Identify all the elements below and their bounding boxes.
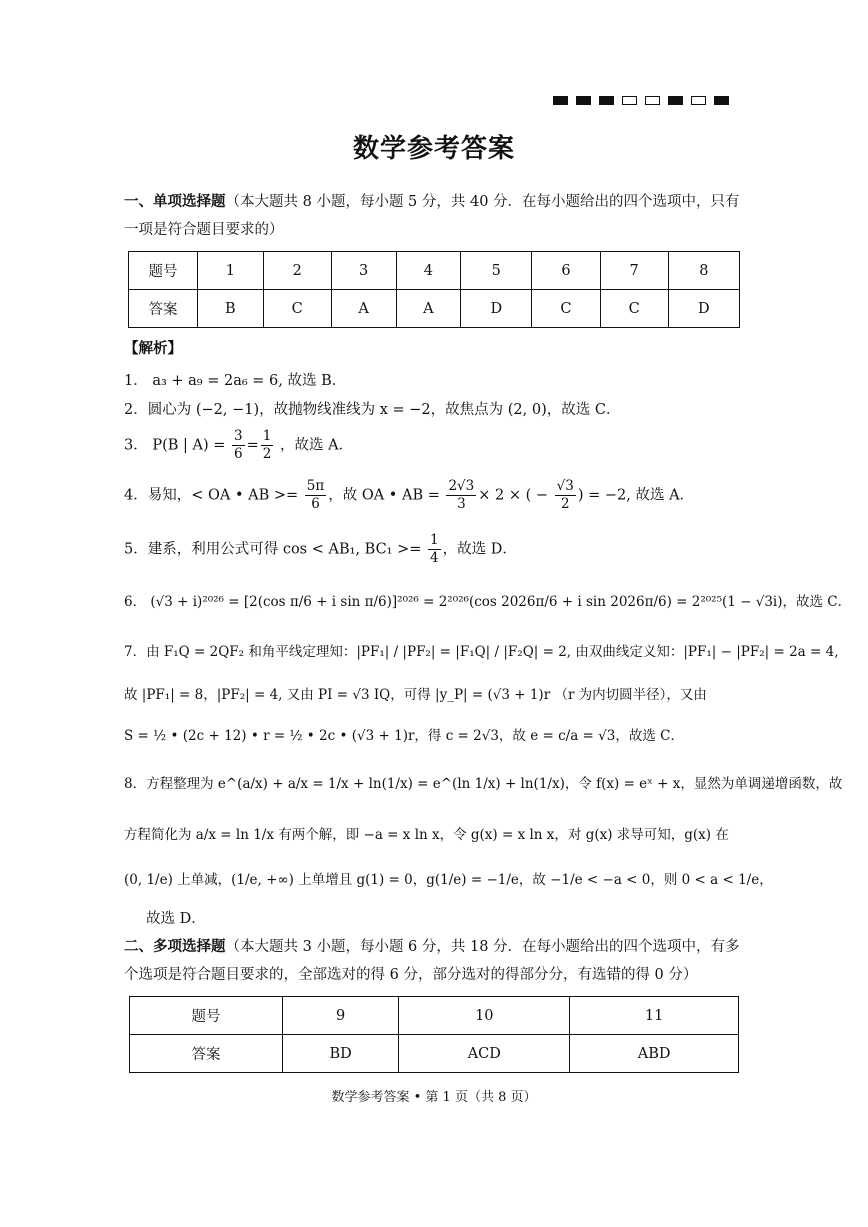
table-cell: ABD (570, 1035, 739, 1073)
s4-mid: ，故 OA • AB = (328, 487, 440, 504)
solution-4 (124, 478, 694, 513)
s4-text: 4．易知，< OA • AB >= (124, 487, 299, 504)
s5-text: 5．建系，利用公式可得 cos < AB₁, BC₁ >= (124, 541, 422, 558)
solution-8-line-2: 方程简化为 a/x = ln 1/x 有两个解，即 −a = x ln x，令 g(x) = x ln x，对 g(x) 求导可知，g(x) 在 (124, 827, 729, 843)
table-cell: 11 (570, 997, 739, 1035)
filled-square-marker (668, 96, 683, 105)
numerator: 1 (262, 428, 272, 444)
s4-mid2: × 2 × ( − (478, 487, 549, 504)
section2-intro (124, 933, 744, 989)
solution-7-line-3: S = ½ • (2c + 12) • r = ½ • 2c • (√3 + 1)r，得 c = 2√3，故 e = c/a = √3，故选 C． (124, 728, 684, 744)
solution-8-line-4: 故选 D． (146, 911, 206, 927)
solution-6: 6． (√3 + i)²⁰²⁶ = [2(cos π/6 + i sin π/6)]²⁰²⁶ = 2²⁰²⁶(cos 2026π/6 + i sin 2026π/6) = 2²⁰²⁵(1 − √3i)，故选 C． (124, 594, 852, 610)
numerator: 3 (234, 428, 243, 444)
answer-table-2 (129, 996, 739, 1073)
numerator: √3 (556, 478, 574, 494)
section1-heading: 一、单项选择题 (124, 193, 226, 210)
solution-7-line-2: 故 |PF₁| = 8，|PF₂| = 4, 又由 PI = √3 IQ，可得 |y_P| = (√3 + 1)r （r 为内切圆半径），又由 (124, 687, 707, 703)
s3-text: 3． P(B | A) = (124, 437, 226, 454)
answer-table-1 (128, 251, 740, 328)
empty-square-marker (691, 96, 706, 105)
fraction (446, 478, 476, 513)
fraction (261, 428, 274, 463)
row-label: 答案 (130, 1035, 283, 1073)
table-cell: 10 (399, 997, 570, 1035)
numerator: 2√3 (448, 478, 475, 494)
empty-square-marker (645, 96, 660, 105)
empty-square-marker (622, 96, 637, 105)
table-cell: 5 (461, 252, 532, 290)
denominator: 4 (430, 550, 439, 566)
numerator: 1 (430, 532, 439, 548)
section2-desc: （本大题共 3 小题，每小题 6 分，共 18 分．在每小题给出的四个选项中，有多个选项是符合题目要求的，全部选对的得 6 分，部分选对的得部分分，有选错的得 0 分） (124, 939, 740, 983)
s5-post: ，故选 D． (442, 541, 517, 558)
table-row (129, 290, 740, 328)
denominator: 2 (560, 496, 570, 512)
filled-square-marker (599, 96, 614, 105)
solution-3: 3． P(B | A) = $\frac{3}{6}$ = $\frac{1}{2}$ ，故选 A． (124, 428, 354, 462)
page-title: 数学参考答案 (352, 134, 515, 164)
solution-5 (124, 532, 517, 567)
s3-post: ，故选 A． (279, 437, 354, 454)
row-label: 题号 (130, 997, 283, 1035)
table-row (130, 1035, 739, 1073)
section1-desc: （本大题共 8 小题，每小题 5 分，共 40 分．在每小题给出的四个选项中，只有一项是符合题目要求的） (124, 194, 740, 238)
solution-1: 1． a₃ + a₉ = 2a₆ = 6, 故选 B． (124, 373, 347, 389)
filled-square-marker (553, 96, 568, 105)
table-cell: D (668, 290, 739, 328)
solution-7-line-1: 7．由 F₁Q = 2QF₂ 和角平线定理知：|PF₁| / |PF₂| = |F₁Q| / |F₂Q| = 2, 由双曲线定义知：|PF₁| − |PF₂| = 2a = 4, (124, 644, 839, 660)
denominator: 6 (234, 446, 243, 462)
table-cell: 9 (283, 997, 399, 1035)
denominator: 2 (262, 446, 272, 462)
table-cell: C (600, 290, 668, 328)
fraction (305, 478, 326, 513)
table-cell: D (461, 290, 532, 328)
table-cell: ACD (399, 1035, 570, 1073)
table-cell: BD (283, 1035, 399, 1073)
solution-2: 2．圆心为 (−2, −1)，故抛物线准线为 x = −2，故焦点为 (2, 0)，故选 C． (124, 402, 621, 418)
table-cell: 7 (600, 252, 668, 290)
filled-square-marker (576, 96, 591, 105)
page-footer: 数学参考答案 • 第 1 页（共 8 页） (331, 1090, 537, 1105)
table-row (130, 997, 739, 1035)
table-cell: 6 (532, 252, 600, 290)
row-label: 题号 (129, 252, 198, 290)
table-cell: 8 (668, 252, 739, 290)
row-label: 答案 (129, 290, 198, 328)
solution-8-line-3: (0, 1/e) 上单减，(1/e, +∞) 上单增且 g(1) = 0，g(1/e) = −1/e，故 −1/e < −a < 0，则 0 < a < 1/e， (124, 872, 773, 888)
fraction (232, 428, 245, 463)
table-cell: 3 (331, 252, 396, 290)
table-cell: C (532, 290, 600, 328)
table-cell: B (198, 290, 264, 328)
table-cell: 1 (198, 252, 264, 290)
fraction (428, 532, 441, 567)
s4-post: ) = −2, 故选 A． (577, 487, 695, 504)
table-cell: 4 (396, 252, 461, 290)
table-row (129, 252, 740, 290)
table-cell: A (331, 290, 396, 328)
table-cell: A (396, 290, 461, 328)
header-marker-squares (553, 96, 729, 105)
fraction (555, 478, 576, 513)
solution-8-line-1: 8．方程整理为 e^(a/x) + a/x = 1/x + ln(1/x) = e^(ln 1/x) + ln(1/x)，令 f(x) = eˣ + x，显然为单调递增函数，故 (124, 776, 843, 792)
table-cell: 2 (263, 252, 331, 290)
denominator: 3 (457, 496, 466, 512)
section2-heading: 二、多项选择题 (124, 938, 226, 955)
analysis-label: 【解析】 (124, 340, 182, 357)
table-cell: C (263, 290, 331, 328)
numerator: 5π (306, 478, 325, 494)
filled-square-marker (714, 96, 729, 105)
denominator: 6 (311, 496, 320, 512)
section1-intro (124, 188, 744, 244)
